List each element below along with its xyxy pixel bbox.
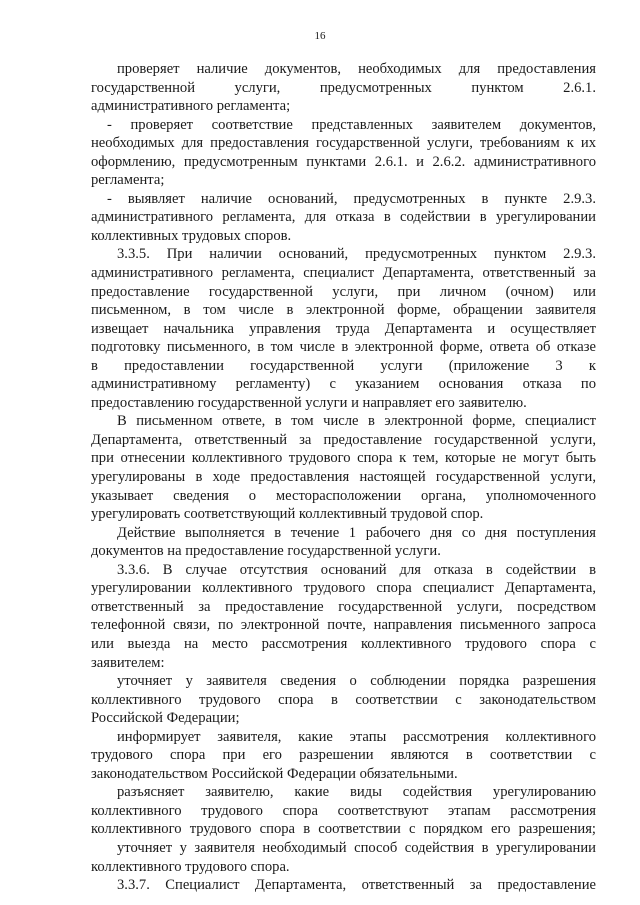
text-line: - выявляет наличие оснований, предусмотренных в пункте 2.9.3. bbox=[107, 190, 596, 207]
text-line: 3.3.5. При наличии оснований, предусмотренных пунктом 2.9.3. bbox=[117, 246, 596, 263]
text-line: телефонной связи, по электронной почте, направления письменного запроса bbox=[91, 617, 596, 634]
text-line: Департамента, ответственный за предоставление государственной услуги, bbox=[91, 431, 596, 448]
text-line: Российской Федерации; bbox=[91, 710, 240, 727]
text-line: законодательством Российской Федерации обязательными. bbox=[91, 765, 458, 782]
text-line: урегулировании коллективного трудового спора специалист Департамента, bbox=[91, 580, 596, 597]
text-line: или выезда на место рассмотрения коллективного трудового спора с bbox=[91, 635, 596, 652]
text-line: необходимых для предоставления государственной услуги, требованиям к их bbox=[91, 135, 596, 152]
text-line: коллективного трудового спора в соответствии с законодательством bbox=[91, 691, 596, 708]
text-line: коллективного трудового спора. bbox=[91, 858, 290, 875]
text-line: проверяет наличие документов, необходимых для предоставления bbox=[117, 61, 596, 77]
text-line: административного регламента; bbox=[91, 98, 291, 115]
text-line: урегулированы в ходе предоставления настоящей государственной услуги, bbox=[91, 469, 596, 486]
page-number: 16 bbox=[314, 30, 326, 42]
text-line: разъясняет заявителю, какие виды содействия урегулированию bbox=[117, 784, 596, 801]
text-line: административному регламенту) с указанием основания отказа по bbox=[91, 376, 596, 393]
text-line: 3.3.6. В случае отсутствия оснований для отказа в содействии в bbox=[117, 561, 596, 578]
text-line: письменном, в том числе в электронной форме, обращении заявителя bbox=[91, 302, 596, 319]
text-line: при отнесении коллективного трудового спора к тем, которые не могут быть bbox=[91, 450, 596, 467]
text-line: подготовку письменного, в том числе в электронной форме, ответа об отказе bbox=[91, 339, 596, 356]
text-line: предоставлению государственной услуги и направляет его заявителю. bbox=[91, 394, 527, 411]
text-line: документов на предоставление государственной услуги. bbox=[91, 543, 441, 560]
text-line: Действие выполняется в течение 1 рабочего дня со дня поступления bbox=[117, 524, 596, 541]
text-line: коллективного трудового спора в соответствии с порядком его разрешения; bbox=[91, 821, 596, 838]
text-line: трудового спора при его разрешении являются в соответствии с bbox=[91, 747, 596, 764]
text-line: извещает начальника управления труда Департамента и осуществляет bbox=[91, 320, 596, 337]
text-line: заявителем: bbox=[91, 654, 165, 671]
text-line: ответственный за предоставление государственной услуги, посредством bbox=[91, 598, 596, 615]
text-line: информирует заявителя, какие этапы рассмотрения коллективного bbox=[117, 728, 596, 745]
text-line: предоставление государственной услуги, при личном (очном) или bbox=[91, 283, 596, 300]
text-line: административного регламента, для отказа в содействии в урегулировании bbox=[91, 209, 596, 226]
text-line: урегулировать соответствующий коллективный трудовой спор. bbox=[91, 506, 484, 523]
text-line: 3.3.7. Специалист Департамента, ответственный за предоставление bbox=[117, 877, 596, 894]
text-line: - проверяет соответствие представленных заявителем документов, bbox=[107, 116, 596, 133]
text-line: административного регламента, специалист Департамента, ответственный за bbox=[91, 265, 596, 282]
text-line: уточняет у заявителя необходимый способ содействия в урегулировании bbox=[117, 839, 596, 856]
text-line: государственной услуги, предусмотренных пунктом 2.6.1. bbox=[91, 79, 596, 96]
text-line: В письменном ответе, в том числе в электронной форме, специалист bbox=[117, 413, 596, 430]
text-line: регламента; bbox=[91, 172, 165, 189]
text-line: указывает сведения о месторасположении органа, уполномоченного bbox=[91, 487, 596, 504]
text-line: коллективных трудовых споров. bbox=[91, 227, 292, 244]
text-line: оформлению, предусмотренным пунктами 2.6.1. и 2.6.2. административного bbox=[91, 153, 596, 170]
document-body bbox=[91, 60, 596, 895]
text-line: уточняет у заявителя сведения о соблюдении порядка разрешения bbox=[117, 673, 596, 690]
text-line: коллективного трудового спора соответствуют этапам рассмотрения bbox=[91, 802, 596, 819]
text-line: в предоставлении государственной услуги (приложение 3 к bbox=[91, 357, 596, 374]
